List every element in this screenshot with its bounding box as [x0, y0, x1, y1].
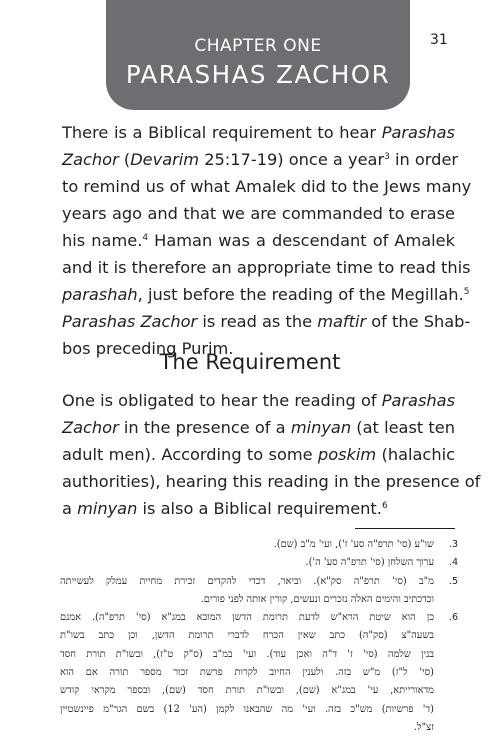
- footnote-line: שו"ע (סי' תרפ"ה סע' ז'), ועי' מ"ב (שם).: [273, 539, 434, 550]
- footnote: [60, 573, 458, 610]
- section-heading: The Requirement: [159, 350, 341, 374]
- text-line: to remind us of what Amalek did to the Jews many: [62, 177, 472, 196]
- footnote-ref: 6: [381, 501, 388, 511]
- intro-paragraph: [62, 119, 472, 362]
- footnote-line: בשעה"צ (סק"ה) כתב שאין הכרח לדברי תרומת הדשן, וכן כתב בשו"ת: [60, 630, 434, 642]
- text-line: his name.$^4$ Haman was a descendant of Amalek: [62, 231, 455, 250]
- footnote-number: .3: [448, 539, 458, 550]
- footnote-line: בנין שלמה (סי' ז' ד"ה ואכן עוד). ועי' במ"ב (ס"ק ט"ז), ובשו"ת תורת חסד: [60, 648, 434, 660]
- text-line: One is obligated to hear the reading of Parashas: [62, 391, 456, 410]
- footnote: [60, 536, 458, 554]
- footnote-number: .4: [448, 557, 458, 569]
- footnote: [60, 609, 458, 737]
- text-line: years ago and that we are commanded to erase: [62, 204, 455, 223]
- footnote-ref: 3: [384, 152, 390, 162]
- page-number: 31: [430, 32, 448, 48]
- text-line: bos preceding Purim.: [62, 339, 234, 358]
- footnotes: [60, 536, 458, 737]
- text-line: parashah, just before the reading of the Megillah.$^5$: [62, 285, 470, 304]
- footnote-line: (סי' ל"ז) מ"ש בזה. ולענין החיוב לקרות פרשת זכור מספר תורה אם הוא: [60, 667, 434, 679]
- text-line: a minyan is also a Biblical requirement.$^6$: [62, 499, 388, 518]
- footnote-line: מדאורייתא, עי' במג"א (שם), ובשו"ת תורת חסד (שם), ובספר מקראי קודש: [60, 685, 434, 697]
- footnote-line: כן הוא שיטת הרא"ש לדעת תרומת הדשן המובא במג"א (סי' תרפ"ה). אמנם: [60, 612, 434, 624]
- chapter-header-tab: [106, 0, 410, 110]
- footnote-number: .5: [448, 575, 458, 587]
- chapter-title: PARASHAS ZACHOR: [125, 60, 391, 89]
- footnote-line: ערוך השלחן (סי' תרפ"ה סע' ה').: [305, 557, 434, 569]
- footnote-line: זצ"ל.: [413, 721, 434, 733]
- text-line: There is a Biblical requirement to hear Parashas: [62, 123, 455, 142]
- footnote: [60, 554, 458, 572]
- text-line: Zachor in the presence of a minyan (at least ten: [62, 418, 456, 437]
- text-line: adult men). According to some poskim (halachic: [62, 445, 455, 464]
- text-line: and it is therefore an appropriate time to read this: [62, 258, 471, 277]
- text-line: Parashas Zachor is read as the maftir of the Shab-: [62, 312, 471, 331]
- chapter-label: CHAPTER ONE: [194, 36, 322, 56]
- text-line: authorities), hearing this reading in the presence of: [62, 472, 481, 491]
- text-line: Zachor (Devarim 25:17-19) once a year$^3$ in order: [62, 150, 459, 169]
- footnote-line: (ד' פרשיות) מש"כ בזה. ועי' מה שהבאנו לקמן (הע' 12) בשם הגר"מ פיינשטיין: [60, 703, 434, 715]
- footnote-ref: 4: [142, 233, 149, 243]
- footnote-divider: [355, 528, 455, 529]
- footnote-line: מ"ב (סי' תרפ"ה סק"א). וביאר, דכדי להקדים זכירת מחיית עמלק לעשייתה: [60, 575, 434, 587]
- footnote-number: .6: [448, 612, 458, 624]
- footnote-line: וכדכתיב והימים האלה נזכרים ונעשים, קורין אותה לפני פורים.: [200, 593, 434, 605]
- requirement-paragraph: [62, 387, 481, 522]
- footnote-ref: 5: [463, 287, 470, 297]
